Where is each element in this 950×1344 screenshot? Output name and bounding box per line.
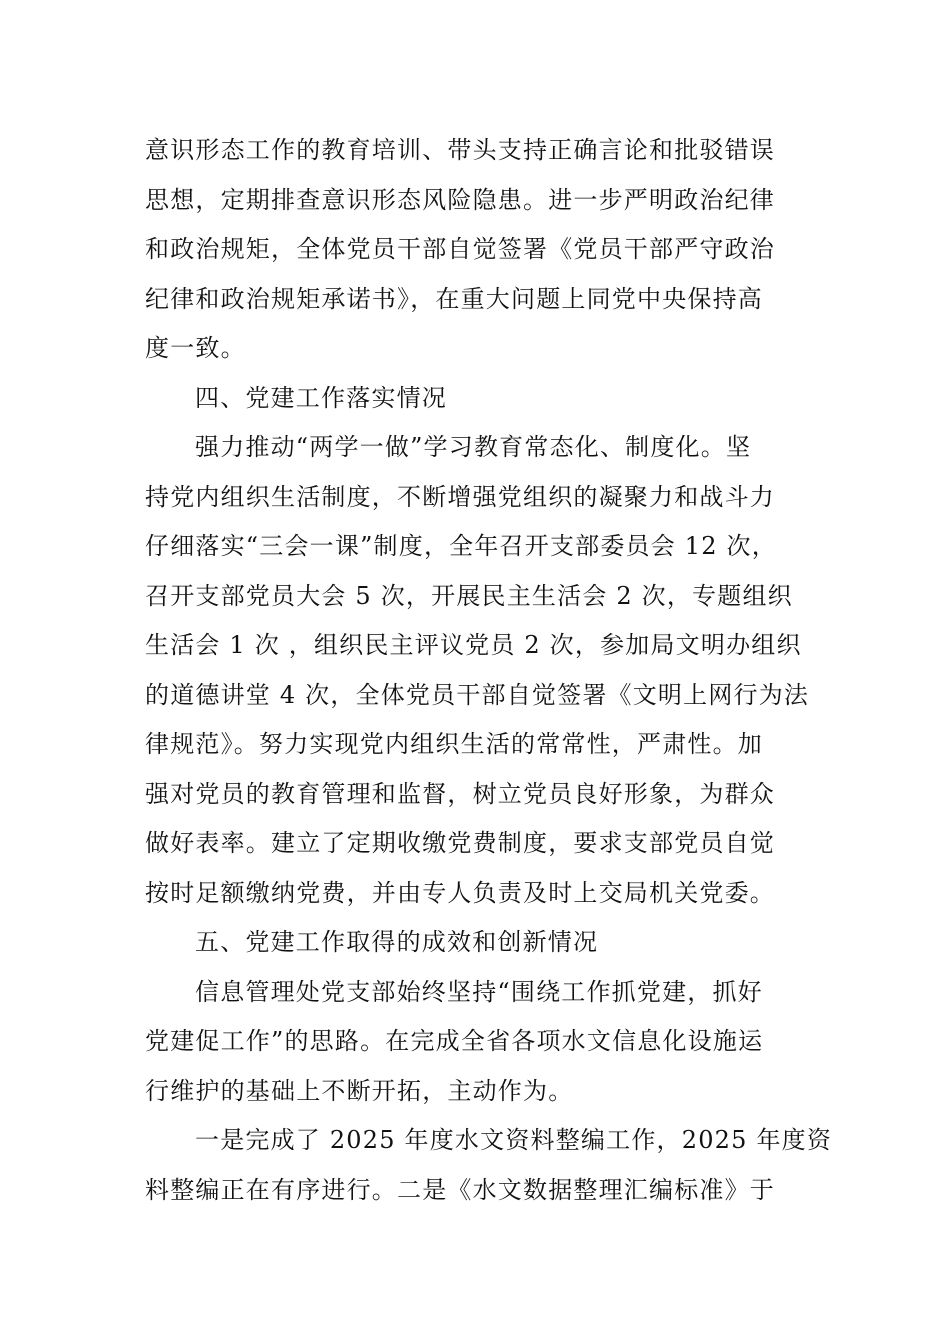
document-body — [145, 126, 833, 1215]
text-line: 持党内组织生活制度，不断增强党组织的凝聚力和战斗力 — [145, 482, 775, 511]
text-line: 做好表率。建立了定期收缴党费制度，要求支部党员自觉 — [145, 829, 775, 857]
text-line: 一是完成了 2025 年度水文资料整编工作，2025 年度资 — [195, 1126, 833, 1154]
text-line: 召开支部党员大会 5 次，开展民主生活会 2 次，专题组织 — [145, 581, 793, 610]
text-line: 和政治规矩，全体党员干部自觉签署《党员干部严守政治 — [145, 235, 775, 263]
text-line: 生活会 1 次 ，组织民主评议党员 2 次，参加局文明办组织 — [145, 631, 802, 659]
text-line: 行维护的基础上不断开拓，主动作为。 — [145, 1076, 574, 1105]
text-line: 党建促工作”的思路。在完成全省各项水文信息化设施运 — [145, 1027, 764, 1055]
text-line: 强对党员的教育管理和监督，树立党员良好形象，为群众 — [145, 779, 775, 808]
text-line: 的道德讲堂 4 次，全体党员干部自觉签署《文明上网行为法 — [145, 680, 810, 709]
text-line: 度一致。 — [145, 334, 246, 362]
text-line: 律规范》。努力实现党内组织生活的常常性，严肃性。加 — [145, 730, 763, 758]
text-line: 纪律和政治规矩承诺书》，在重大问题上同党中央保持高 — [145, 284, 763, 313]
text-line: 料整编正在有序进行。二是《水文数据整理汇编标准》于 — [145, 1175, 775, 1204]
text-line: 信息管理处党支部始终坚持“围绕工作抓党建，抓好 — [195, 977, 763, 1006]
text-line: 思想，定期排查意识形态风险隐患。进一步严明政治纪律 — [145, 185, 775, 214]
section-heading-4: 四、党建工作落实情况 — [195, 383, 447, 412]
text-line: 意识形态工作的教育培训、带头支持正确言论和批驳错误 — [145, 136, 775, 164]
text-line: 仔细落实“三会一课”制度，全年召开支部委员会 12 次， — [145, 532, 777, 560]
text-line: 强力推动“两学一做”学习教育常态化、制度化。坚 — [195, 433, 752, 461]
text-line: 按时足额缴纳党费，并由专人负责及时上交局机关党委。 — [145, 878, 775, 907]
section-heading-5: 五、党建工作取得的成效和创新情况 — [195, 928, 599, 956]
